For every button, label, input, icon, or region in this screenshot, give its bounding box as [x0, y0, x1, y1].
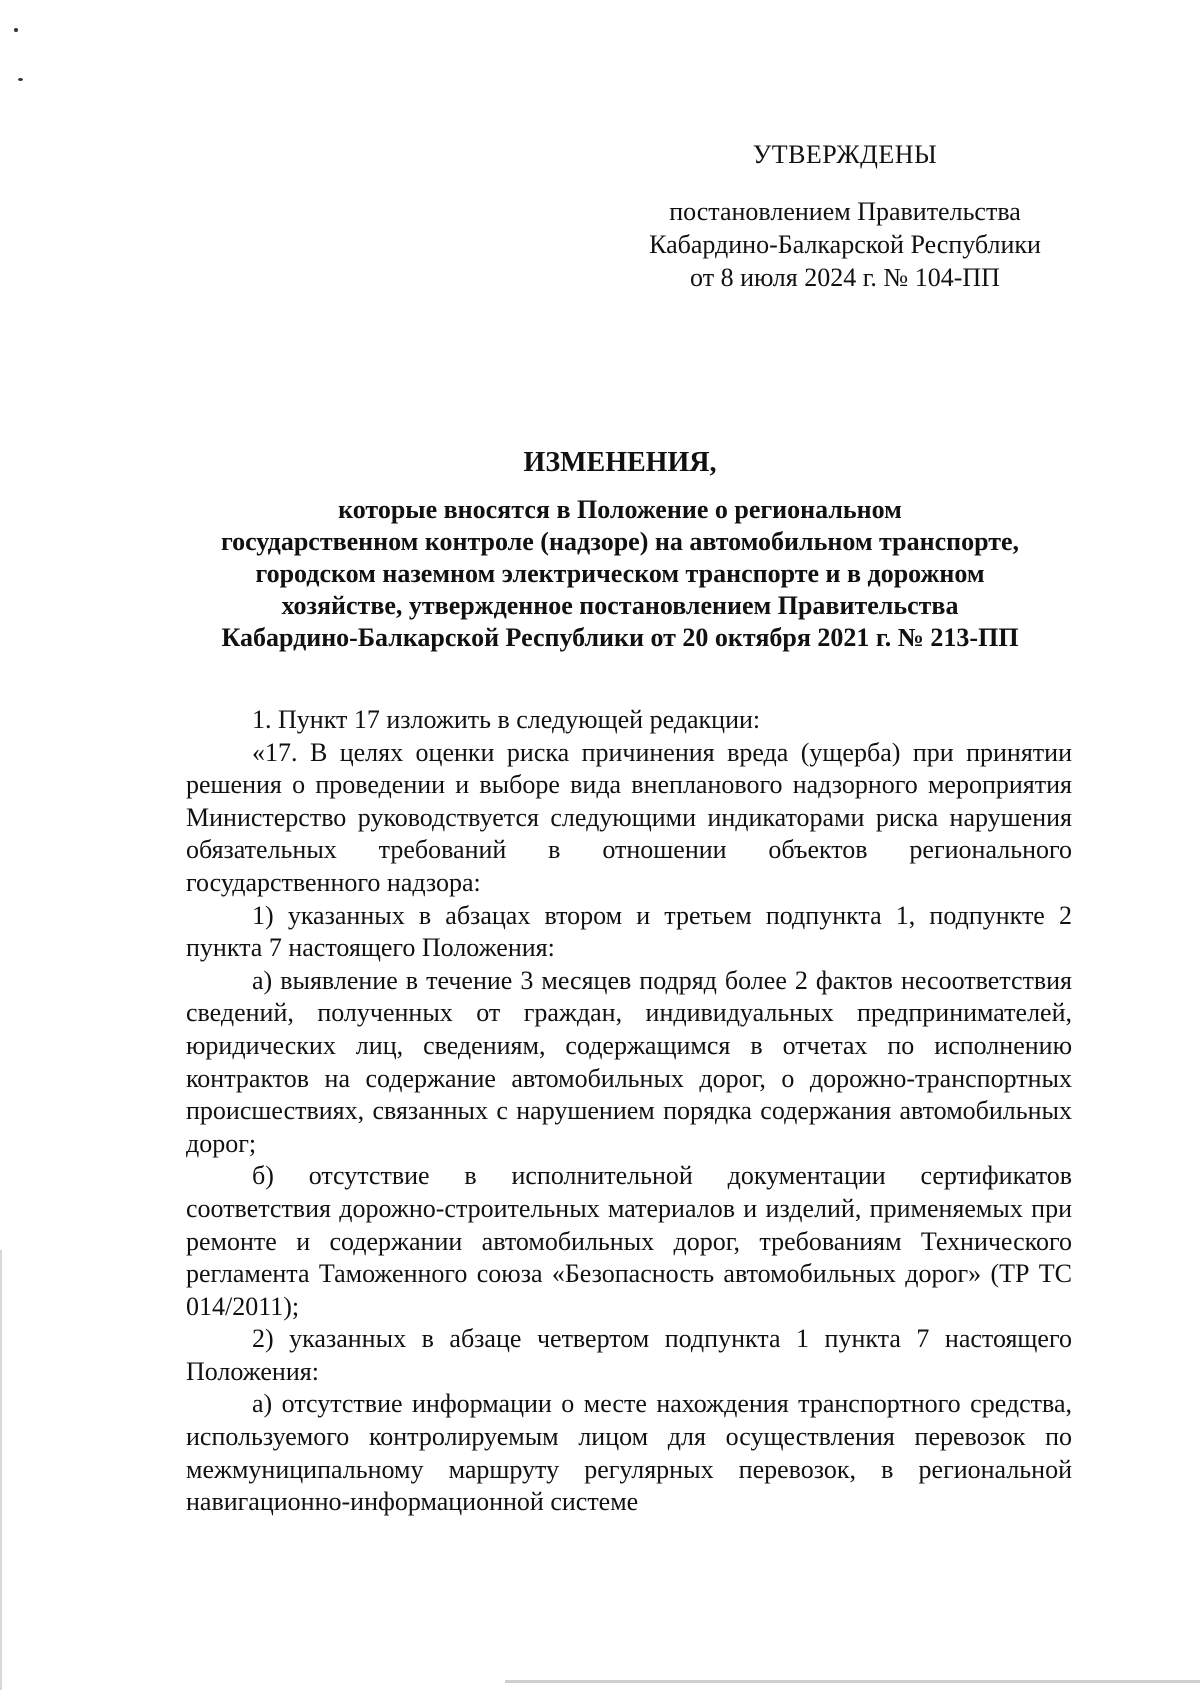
- scan-edge-shadow: [0, 1250, 2, 1690]
- document-subtitle-line: городском наземном электрическом транспорте и в дорожном: [255, 559, 985, 588]
- document-title: ИЗМЕНЕНИЯ,: [523, 447, 717, 478]
- document-heading: [170, 446, 1070, 654]
- document-subtitle-line: хозяйстве, утвержденное постановлением Правительства: [281, 591, 959, 620]
- document-subtitle-line: Кабардино-Балкарской Республики от 20 октября 2021 г. № 213-ПП: [221, 623, 1019, 652]
- approval-stamp-block: [600, 138, 1090, 294]
- body-paragraph: а) выявление в течение 3 месяцев подряд более 2 фактов несоответствия сведений, полученных от граждан, индивидуальных предпринимателей, юридических лиц, сведениям, содержащимся в отчетах по исполнению контрактов на содержание автомобильных дорог, о дорожно-транспортных происшествиях, связанных с нарушением порядка содержания автомобильных дорог;: [186, 965, 1072, 1158]
- scan-speck: [14, 28, 18, 32]
- scan-edge-shadow: [505, 1680, 1200, 1683]
- body-paragraph: 1. Пункт 17 изложить в следующей редакции:: [252, 705, 761, 734]
- body-paragraph: 1) указанных в абзацах втором и третьем подпункта 1, подпункте 2 пункта 7 настоящего Положения:: [186, 900, 1072, 963]
- scan-speck: [18, 78, 23, 81]
- approval-line: Кабардино-Балкарской Республики: [649, 230, 1041, 259]
- document-subtitle-line: которые вносятся в Положение о региональном: [338, 495, 902, 524]
- body-paragraph: б) отсутствие в исполнительной документации сертификатов соответствия дорожно-строительных материалов и изделий, применяемых при ремонте и содержании автомобильных дорог, требованиям Технического регламента Таможенного союза «Безопасность автомобильных дорог» (ТР ТС 014/2011);: [186, 1161, 1072, 1321]
- body-paragraph: 2) указанных в абзаце четвертом подпункта 1 пункта 7 настоящего Положения:: [186, 1324, 1072, 1386]
- body-paragraph: а) отсутствие информации о месте нахождения транспортного средства, используемого контролируемым лицом для осуществления перевозок по межмуниципальному маршруту регулярных перевозок, в региональной навигационно-информационной системе: [186, 1389, 1072, 1517]
- document-body: [186, 704, 1072, 1519]
- body-paragraph: «17. В целях оценки риска причинения вреда (ущерба) при принятии решения о проведении и выборе вида внепланового надзорного мероприятия Министерство руководствуется следующими индикаторами риска нарушения обязательных требований в отношении объектов регионального государственного надзора:: [186, 737, 1072, 897]
- approval-line: от 8 июля 2024 г. № 104-ПП: [690, 263, 1000, 292]
- approval-line: постановлением Правительства: [669, 197, 1021, 226]
- approval-title: УТВЕРЖДЕНЫ: [752, 140, 938, 169]
- document-subtitle-line: государственном контроле (надзоре) на автомобильном транспорте,: [220, 527, 1020, 556]
